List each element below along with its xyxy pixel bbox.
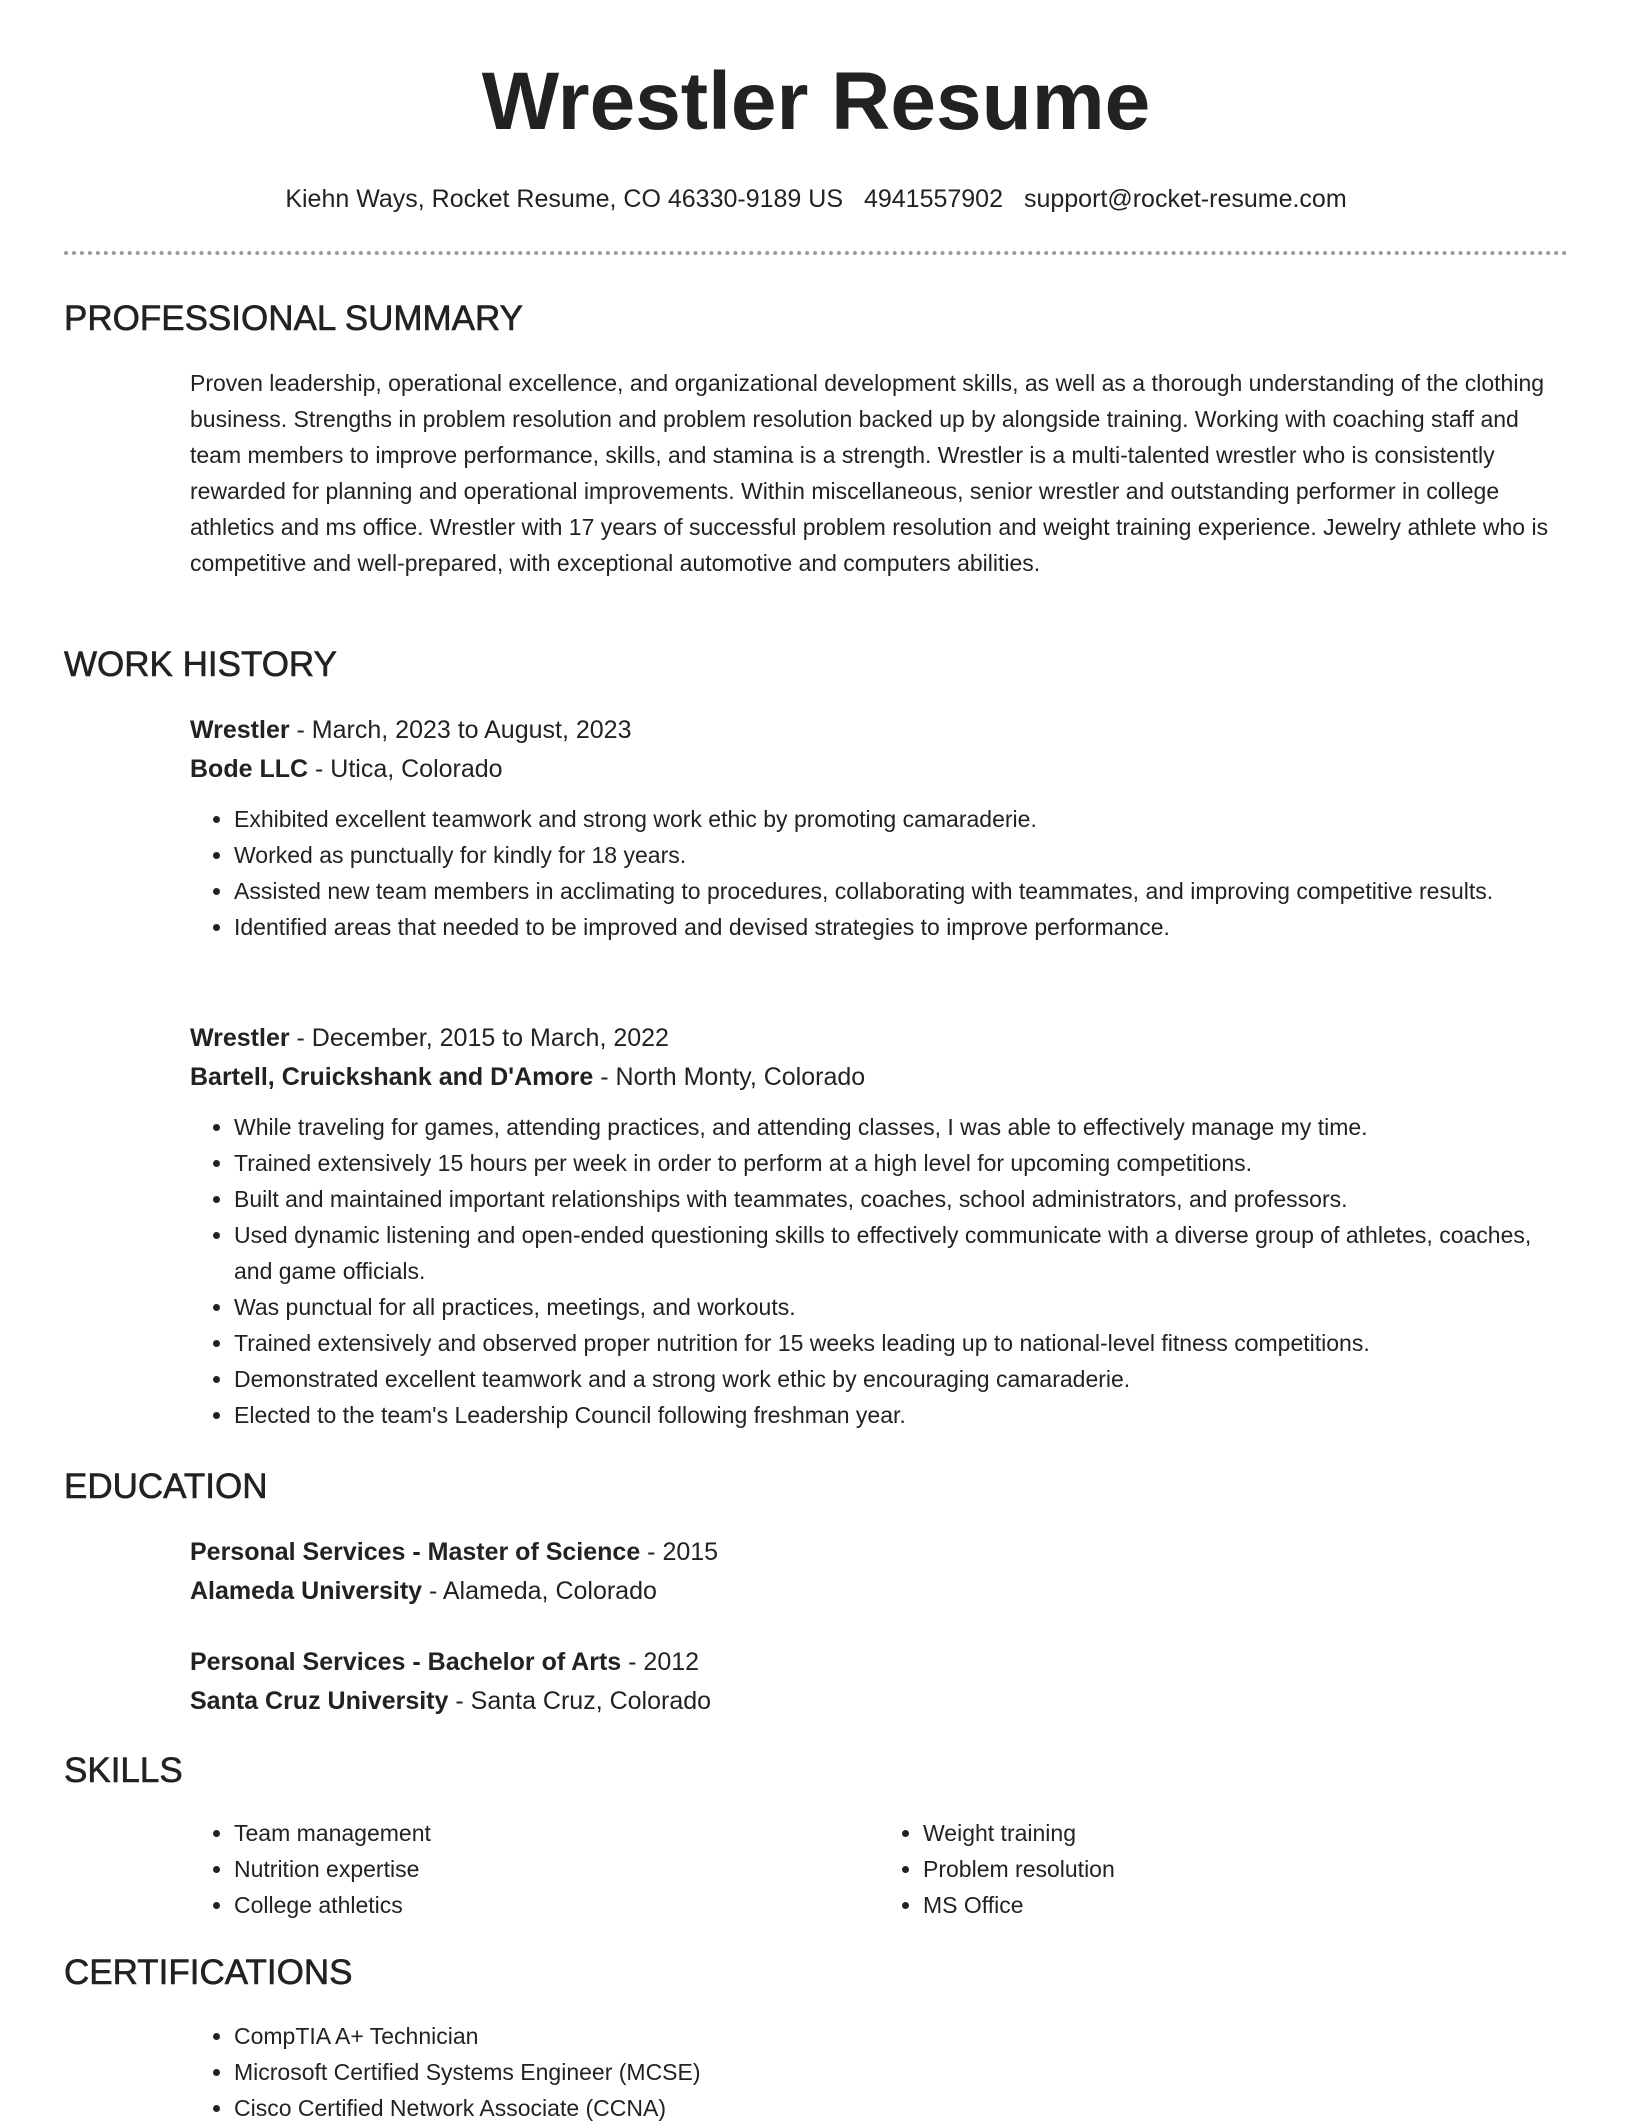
education-heading: EDUCATION <box>64 1467 268 1506</box>
company-location: - North Monty, Colorado <box>593 1063 866 1091</box>
list-item: • Exhibited excellent teamwork and strong work ethic by promoting camaraderie. <box>234 801 1568 837</box>
list-item: • College athletics <box>234 1887 879 1923</box>
certifications-heading: CERTIFICATIONS <box>64 1953 353 1992</box>
work-history-heading: WORK HISTORY <box>64 645 337 684</box>
list-item: • Identified areas that needed to be improved and devised strategies to improve performance. <box>234 909 1568 945</box>
company-name: Bartell, Cruickshank and D'Amore <box>190 1063 594 1091</box>
school-location: - Santa Cruz, Colorado <box>448 1687 712 1715</box>
list-item: • Cisco Certified Network Associate (CCNA) <box>234 2090 1568 2126</box>
company-location: - Utica, Colorado <box>308 755 503 783</box>
degree-line <box>190 1533 1568 1572</box>
list-item: • MS Office <box>923 1887 1568 1923</box>
skills-heading: SKILLS <box>64 1751 183 1790</box>
certifications-section <box>190 2018 1568 2126</box>
list-item: • Elected to the team's Leadership Council following freshman year. <box>234 1397 1568 1433</box>
summary-section <box>190 365 1568 581</box>
degree-name: Personal Services - Bachelor of Arts <box>190 1648 622 1676</box>
address-text: Kiehn Ways, Rocket Resume, CO 46330-9189 US <box>285 185 843 213</box>
certifications-list <box>190 2018 1568 2126</box>
education-entry <box>190 1533 1568 1611</box>
school-name: Santa Cruz University <box>190 1687 449 1715</box>
header-divider <box>64 251 1568 255</box>
school-line <box>190 1682 1568 1721</box>
job-company-line <box>190 750 1568 789</box>
job-title: Wrestler <box>190 1024 290 1052</box>
skills-column-right <box>879 1815 1568 1923</box>
school-location: - Alameda, Colorado <box>422 1577 657 1605</box>
list-item: • Problem resolution <box>923 1851 1568 1887</box>
summary-text: Proven leadership, operational excellence, and organizational development skills, as well as a thorough understanding of the clothing business. Strengths in problem resolution and problem resolution backed up by alongside training. Working with coaching staff and team members to improve performance, skills, and stamina is a strength. Wrestler is a multi-talented wrestler who is consistently rewarded for planning and operational improvements. Within miscellaneous, senior wrestler and outstanding performer in college athletics and ms office. Wrestler with 17 years of successful problem resolution and weight training experience. Jewelry athlete who is competitive and well-prepared, with exceptional automotive and computers abilities. <box>190 370 1549 576</box>
list-item: • Assisted new team members in acclimating to procedures, collaborating with teammates, and improving competitive results. <box>234 873 1568 909</box>
email-link[interactable]: support@rocket-resume.com <box>1023 185 1347 213</box>
list-item: • Team management <box>234 1815 879 1851</box>
list-item: • Used dynamic listening and open-ended questioning skills to effectively communicate with a diverse group of athletes, coaches, and game officials. <box>234 1217 1568 1289</box>
degree-line <box>190 1643 1568 1682</box>
school-name: Alameda University <box>190 1577 423 1605</box>
job-dates: - March, 2023 to August, 2023 <box>289 716 632 744</box>
degree-name: Personal Services - Master of Science <box>190 1538 641 1566</box>
phone-text: 4941557902 <box>863 185 1003 213</box>
job-company-line <box>190 1058 1568 1097</box>
list-item: • Microsoft Certified Systems Engineer (MCSE) <box>234 2054 1568 2090</box>
skills-column-left <box>190 1815 879 1923</box>
skills-list <box>190 1815 1568 1923</box>
job-dates: - December, 2015 to March, 2022 <box>289 1024 669 1052</box>
degree-year: - 2015 <box>640 1538 719 1566</box>
resume-title: Wrestler Resume <box>481 56 1151 147</box>
list-item: • Was punctual for all practices, meetings, and workouts. <box>234 1289 1568 1325</box>
list-item: • Nutrition expertise <box>234 1851 879 1887</box>
list-item: • CompTIA A+ Technician <box>234 2018 1568 2054</box>
company-name: Bode LLC <box>190 755 309 783</box>
job-bullets <box>190 1109 1568 1433</box>
job-title-line <box>190 711 1568 750</box>
job-entry <box>190 711 1568 945</box>
job-entry <box>190 1019 1568 1433</box>
list-item: • Worked as punctually for kindly for 18 years. <box>234 837 1568 873</box>
list-item: • Trained extensively and observed proper nutrition for 15 weeks leading up to national-level fitness competitions. <box>234 1325 1568 1361</box>
summary-heading: PROFESSIONAL SUMMARY <box>64 299 523 338</box>
education-entry <box>190 1643 1568 1721</box>
degree-year: - 2012 <box>621 1648 700 1676</box>
list-item: • Built and maintained important relationships with teammates, coaches, school administrators, and professors. <box>234 1181 1568 1217</box>
list-item: • Demonstrated excellent teamwork and a strong work ethic by encouraging camaraderie. <box>234 1361 1568 1397</box>
school-line <box>190 1572 1568 1611</box>
list-item: • While traveling for games, attending practices, and attending classes, I was able to effectively manage my time. <box>234 1109 1568 1145</box>
list-item: • Trained extensively 15 hours per week in order to perform at a high level for upcoming competitions. <box>234 1145 1568 1181</box>
job-title: Wrestler <box>190 716 290 744</box>
list-item: • Weight training <box>923 1815 1568 1851</box>
job-title-line <box>190 1019 1568 1058</box>
contact-line <box>0 182 1632 216</box>
job-bullets <box>190 801 1568 945</box>
